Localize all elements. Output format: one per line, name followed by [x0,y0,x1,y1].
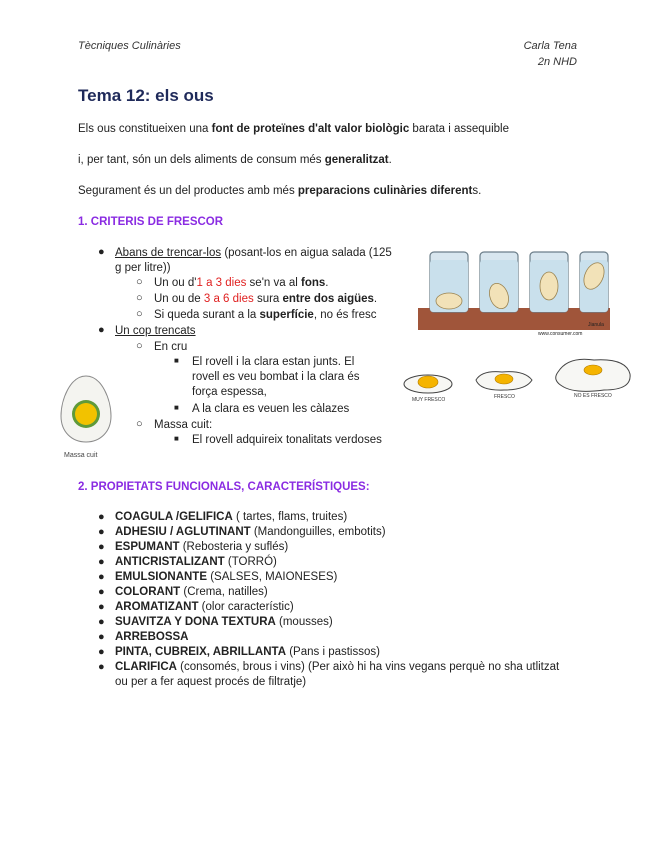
property-name: SUAVITZA Y DONA TEXTURA [115,616,276,628]
glass-4 [580,252,608,312]
property-name: AROMATIZANT [115,601,199,613]
bullet: ● [98,571,105,583]
property-name: COLORANT [115,586,181,598]
bullet: ● [98,646,105,658]
overcooked-egg-illustration [56,372,116,450]
section-2-heading: 2. PROPIETATS FUNCIONALS, CARACTERÍSTIQUES: [78,481,370,493]
text: se'n va al [246,277,301,289]
section-1-heading: 1. CRITERIS DE FRESCOR [78,216,224,228]
text: barata i assequible [409,123,509,135]
glass-2 [480,252,518,312]
raw-detail-line-1: El rovell i la clara estan junts. El [192,356,355,368]
property-example: (Crema, natilles) [180,586,268,598]
text: , no és fresc [313,309,377,321]
header-class: 2n NHD [537,56,577,68]
text: . [373,293,378,305]
properties-list [98,510,598,690]
list-item [98,600,598,615]
header-doc-title: Tècniques Culinàries [78,40,181,52]
sub-bullet: ○ [136,308,143,320]
property-example: (Rebosteria y suflés) [179,541,289,553]
egg-not-fresh [556,359,630,391]
overcooked-detail: El rovell adquireix tonalitats verdoses [192,434,382,446]
bullet: ● [98,661,105,673]
sub-item-overcooked: Massa cuit: [154,419,213,431]
property-name: EMULSIONANTE [115,571,207,583]
highlight-text: 1 a 3 dies [196,277,247,289]
property-example: (Pans i pastissos) [286,646,380,658]
header-author: Carla Tena [523,40,577,52]
list-item [98,525,598,540]
list-item-continuation: g per litre)) [115,262,171,274]
glass-3 [530,252,568,312]
egg [436,293,462,309]
intro-paragraph-3 [78,185,481,197]
illustration-signature: Jianula [588,322,604,328]
bullet: ● [98,601,105,613]
bold-text: entre dos aigües [282,293,374,305]
text: Segurament és un del productes amb més [78,185,298,197]
text: i, per tant, són un dels aliments de consum més [78,154,325,166]
sub-item-3-6-days [154,292,377,307]
property-name: PINTA, CUBREIX, ABRILLANTA [115,646,287,658]
overcooked-egg-caption: Massa cuit [64,452,98,459]
list-item-before-breaking [115,246,392,261]
sub-bullet: ○ [136,276,143,288]
label-very-fresh: MUY FRESCO [412,397,446,403]
text: sura [253,293,283,305]
list-item [98,645,598,660]
list-item-once-broken [115,324,196,339]
sub-item-raw: En cru [154,341,188,353]
list-item [98,585,598,600]
property-example: (Mandonguilles, embotits) [250,526,386,538]
property-example: (SALSES, MAIONESES) [207,571,338,583]
text: Un ou d' [154,277,197,289]
list-item [98,630,598,645]
list-item [98,555,598,570]
page-title: Tema 12: els ous [78,86,214,105]
bullet: ● [98,556,105,568]
egg-very-fresh [404,375,452,393]
glass-1 [430,252,468,312]
bullet: ● [98,616,105,628]
text: Els ous constitueixen una [78,123,212,135]
underlined-label: Abans de trencar-los [115,247,222,259]
bold-text: fons [300,277,326,289]
list-item [98,615,598,630]
bold-text: preparacions culinàries diferent [297,185,473,197]
bullet: ● [98,541,105,553]
list-item [98,540,598,555]
bullet: ● [98,586,105,598]
list-item-continuation: ou per a fer aquest procés de filtratje) [115,676,307,688]
bold-text: font de proteïnes d'alt valor biològic [211,123,410,135]
text: . [388,154,392,166]
bold-text: superfície [259,309,314,321]
egg [540,272,558,300]
bullet: ● [98,631,105,643]
property-example: (TORRÓ) [224,556,277,568]
yolk [75,403,97,425]
square-bullet: ■ [174,403,179,412]
property-example: ( tartes, flams, truites) [232,511,348,523]
highlight-text: 3 a 6 dies [203,293,254,305]
underlined-label: Un cop trencats [115,325,196,337]
bold-text: generalitzat [324,154,389,166]
raw-detail-line-3: força espessa, [192,386,267,398]
label-not-fresh: NO ES FRESCO [574,393,612,399]
label-fresh: FRESCO [494,394,515,400]
sub-item-1-3-days [154,276,328,291]
raw-detail-chalazae: A la clara es veuen les càlazes [192,403,350,415]
property-name: ARREBOSSA [115,631,189,643]
property-name: ADHESIU / AGLUTINANT [115,526,251,538]
raw-detail-line-2: rovell es veu bombat i la clara és [192,371,360,383]
broken-egg-illustration [398,350,634,404]
text: s. [472,185,482,197]
property-example: (olor característic) [198,601,294,613]
text: Si queda surant a la [154,309,260,321]
sub-bullet: ○ [136,292,143,304]
property-name: ANTICRISTALIZANT [115,556,225,568]
text: . [325,277,329,289]
bullet: ● [98,526,105,538]
list-item [98,570,598,585]
bullet: ● [98,324,105,336]
intro-paragraph-2 [78,154,392,166]
bullet: ● [98,511,105,523]
property-name: CLARIFICA [115,661,177,673]
text: Un ou de [154,293,204,305]
sub-bullet: ○ [136,340,143,352]
property-name: ESPUMANT [115,541,180,553]
sub-bullet: ○ [136,418,143,430]
sub-item-surface [154,308,376,323]
property-example: (consomés, brous i vins) (Per això hi ha vins vegans perquè no sha utlitzat [176,661,560,673]
illustration-url: www.consumer.com [538,331,583,337]
property-example: (mousses) [275,616,333,628]
square-bullet: ■ [174,434,179,443]
egg-freshness-illustration [418,246,610,338]
intro-paragraph-1 [78,123,509,135]
property-name: COAGULA /GELIFICA [115,511,233,523]
egg-fresh [476,372,532,390]
list-item [98,660,598,675]
text: (posant-los en aigua salada (125 [221,247,392,259]
square-bullet: ■ [174,356,179,365]
list-item [98,510,598,525]
bullet: ● [98,246,105,258]
